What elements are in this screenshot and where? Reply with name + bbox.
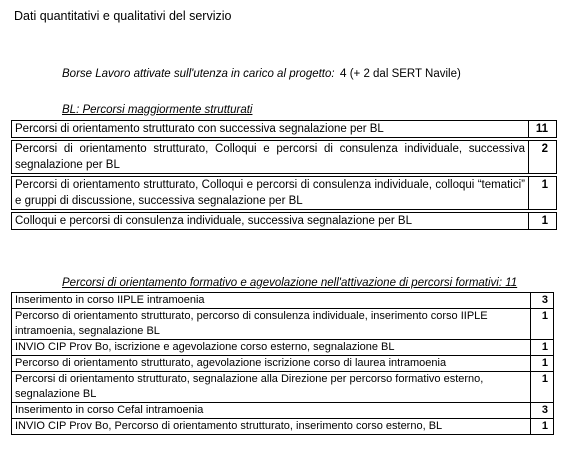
table-row [12,293,554,309]
section1-heading: BL: Percorsi maggiormente strutturati [62,104,253,116]
row-description: INVIO CIP Prov Bo, iscrizione e agevolazione corso esterno, segnalazione BL [12,340,531,356]
row-description: Percorsi di orientamento strutturato, segnalazione alla Direzione per percorso formativo esterno, segnalazione BL [12,372,531,403]
row-count: 1 [531,356,554,372]
row-description: Colloqui e percorsi di consulenza individuale, successiva segnalazione per BL [12,213,529,230]
row-description: Percorsi di orientamento strutturato, Colloqui e percorsi di consulenza individuale, successiva segnalazione per BL [12,141,529,174]
row-count: 1 [529,177,557,210]
row-count: 1 [529,213,557,230]
row-count: 3 [531,293,554,309]
table-row [12,340,554,356]
table-row [12,403,554,419]
table-row [12,356,554,372]
table-row [12,177,557,210]
table-row [12,309,554,340]
percorsi-formativi-table [11,292,554,435]
section2-heading: Percorsi di orientamento formativo e agevolazione nell'attivazione di percorsi formativi: 11 [62,277,518,289]
table-row [12,121,557,138]
row-description: Inserimento in corso Cefal intramoenia [12,403,531,419]
borse-lavoro-label: Borse Lavoro attivate sull'utenza in carico al progetto: [62,68,335,80]
row-description: Percorso di orientamento strutturato, percorso di consulenza individuale, inserimento corso IIPLE intramoenia, segnalazione BL [12,309,531,340]
table-row [12,141,557,174]
row-count: 1 [531,309,554,340]
bl-percorsi-table [11,120,557,230]
row-count: 1 [531,372,554,403]
row-description: INVIO CIP Prov Bo, Percorso di orientamento strutturato, inserimento corso esterno, BL [12,419,531,435]
row-description: Percorso di orientamento strutturato, agevolazione iscrizione corso di laurea intramoenia [12,356,531,372]
borse-lavoro-count: 4 [339,66,347,80]
borse-lavoro-line [62,66,461,80]
row-count: 1 [531,419,554,435]
table-row [12,419,554,435]
borse-lavoro-extra: (+ 2 dal SERT Navile) [349,68,461,80]
row-description: Percorsi di orientamento strutturato con successiva segnalazione per BL [12,121,529,138]
row-count: 11 [529,121,557,138]
row-count: 2 [529,141,557,174]
table-row [12,372,554,403]
row-description: Percorsi di orientamento strutturato, Colloqui e percorsi di consulenza individuale, colloqui “tematici” e gruppi di discussione, successiva segnalazione per BL [12,177,529,210]
table-row [12,213,557,230]
row-count: 3 [531,403,554,419]
row-count: 1 [531,340,554,356]
row-description: Inserimento in corso IIPLE intramoenia [12,293,531,309]
document-title: Dati quantitativi e qualitativi del servizio [14,9,232,23]
